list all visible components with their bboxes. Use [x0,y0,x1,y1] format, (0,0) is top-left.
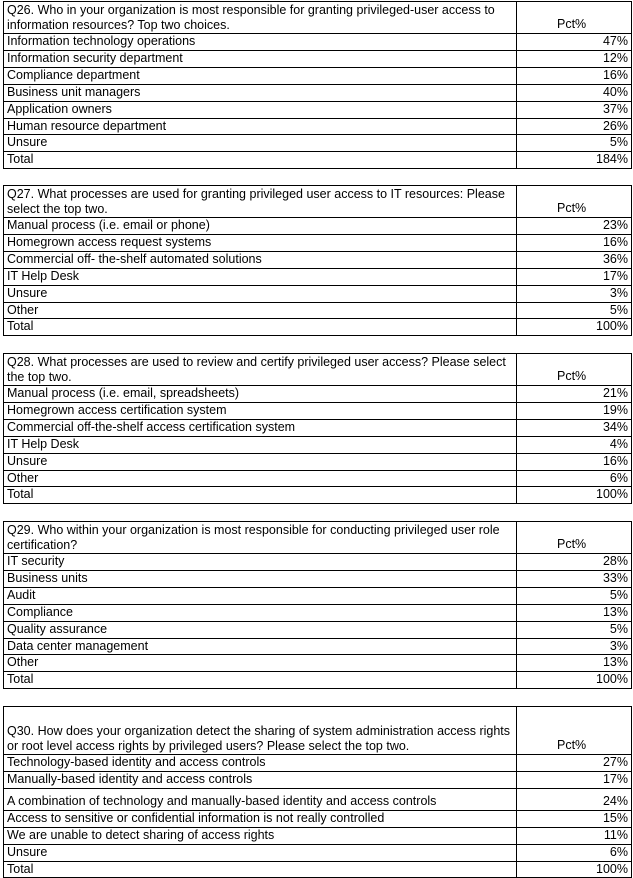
row-value: 16% [517,234,632,251]
table-row [4,655,632,672]
table-row [4,302,632,319]
row-value: 100% [517,319,632,336]
row-label: We are unable to detect sharing of access rights [4,827,517,844]
row-label: Compliance [4,604,517,621]
row-value: 100% [517,672,632,689]
table-row [4,771,632,788]
row-label: Unsure [4,844,517,861]
row-value: 13% [517,604,632,621]
row-label: IT Help Desk [4,268,517,285]
row-label: IT Help Desk [4,436,517,453]
row-value: 5% [517,587,632,604]
total-row [4,319,632,336]
row-label: Homegrown access request systems [4,234,517,251]
total-row [4,672,632,689]
table-row [4,386,632,403]
row-label: Technology-based identity and access controls [4,755,517,772]
table-row [4,118,632,135]
total-row [4,487,632,504]
question-table-t30 [3,706,632,878]
table-row [4,844,632,861]
row-value: 5% [517,135,632,152]
table-row [4,453,632,470]
row-label: A combination of technology and manually-based identity and access controls [4,788,517,810]
row-label: Unsure [4,285,517,302]
question-header-row [4,522,632,554]
row-value: 3% [517,638,632,655]
row-value: 11% [517,827,632,844]
row-value: 37% [517,101,632,118]
table-row [4,827,632,844]
row-label: Information technology operations [4,34,517,51]
table-row [4,621,632,638]
row-label: Data center management [4,638,517,655]
total-row [4,152,632,169]
row-label: Quality assurance [4,621,517,638]
row-label: Manually-based identity and access controls [4,771,517,788]
row-label: Other [4,655,517,672]
row-value: 16% [517,67,632,84]
row-value: 3% [517,285,632,302]
row-value: 17% [517,268,632,285]
row-label: Homegrown access certification system [4,402,517,419]
table-row [4,788,632,810]
row-label: Human resource department [4,118,517,135]
table-row [4,251,632,268]
question-table-t28 [3,353,632,504]
row-label: IT security [4,554,517,571]
table-row [4,101,632,118]
row-value: 27% [517,755,632,772]
row-label: Business units [4,570,517,587]
table-row [4,218,632,235]
row-label: Business unit managers [4,84,517,101]
question-text: Q27. What processes are used for granting privileged user access to IT resources: Please select the top two. [4,186,517,218]
row-value: 36% [517,251,632,268]
row-label: Unsure [4,135,517,152]
question-header-row [4,707,632,755]
table-row [4,554,632,571]
table-row [4,50,632,67]
question-header-row [4,354,632,386]
row-value: 26% [517,118,632,135]
row-label: Information security department [4,50,517,67]
pct-column-header: Pct% [517,186,632,218]
question-text: Q28. What processes are used to review and certify privileged user access? Please select the top two. [4,354,517,386]
row-value: 5% [517,302,632,319]
row-value: 33% [517,570,632,587]
table-row [4,84,632,101]
table-row [4,234,632,251]
row-label: Unsure [4,453,517,470]
row-label: Commercial off-the-shelf access certification system [4,419,517,436]
row-label: Total [4,672,517,689]
table-row [4,135,632,152]
row-value: 28% [517,554,632,571]
table-row [4,436,632,453]
row-value: 15% [517,810,632,827]
question-text: Q30. How does your organization detect the sharing of system administration access rights or root level access rights by privileged users? Please select the top two. [4,707,517,755]
row-label: Other [4,470,517,487]
pct-column-header: Pct% [517,707,632,755]
question-text: Q26. Who in your organization is most responsible for granting privileged-user access to information resources? Top two choices. [4,2,517,34]
row-value: 17% [517,771,632,788]
row-label: Manual process (i.e. email, spreadsheets) [4,386,517,403]
row-value: 184% [517,152,632,169]
row-label: Audit [4,587,517,604]
table-row [4,285,632,302]
question-header-row [4,2,632,34]
row-label: Application owners [4,101,517,118]
table-row [4,587,632,604]
row-label: Other [4,302,517,319]
row-label: Total [4,487,517,504]
row-value: 6% [517,844,632,861]
question-text: Q29. Who within your organization is most responsible for conducting privileged user role certification? [4,522,517,554]
row-value: 23% [517,218,632,235]
row-label: Total [4,861,517,878]
question-table-t27 [3,185,632,336]
row-label: Compliance department [4,67,517,84]
question-table-t29 [3,521,632,689]
row-value: 13% [517,655,632,672]
row-label: Access to sensitive or confidential information is not really controlled [4,810,517,827]
pct-column-header: Pct% [517,522,632,554]
question-header-row [4,186,632,218]
table-row [4,67,632,84]
row-value: 16% [517,453,632,470]
table-row [4,755,632,772]
table-row [4,638,632,655]
table-row [4,34,632,51]
row-value: 12% [517,50,632,67]
pct-column-header: Pct% [517,354,632,386]
row-label: Total [4,152,517,169]
row-value: 4% [517,436,632,453]
table-row [4,402,632,419]
row-value: 47% [517,34,632,51]
question-table-t26 [3,1,632,169]
table-row [4,570,632,587]
table-row [4,268,632,285]
row-value: 100% [517,487,632,504]
row-label: Commercial off- the-shelf automated solutions [4,251,517,268]
table-row [4,419,632,436]
total-row [4,861,632,878]
row-value: 40% [517,84,632,101]
row-value: 6% [517,470,632,487]
row-label: Total [4,319,517,336]
row-value: 19% [517,402,632,419]
row-label: Manual process (i.e. email or phone) [4,218,517,235]
row-value: 34% [517,419,632,436]
row-value: 21% [517,386,632,403]
table-row [4,810,632,827]
table-row [4,470,632,487]
row-value: 24% [517,788,632,810]
table-row [4,604,632,621]
row-value: 100% [517,861,632,878]
row-value: 5% [517,621,632,638]
pct-column-header: Pct% [517,2,632,34]
